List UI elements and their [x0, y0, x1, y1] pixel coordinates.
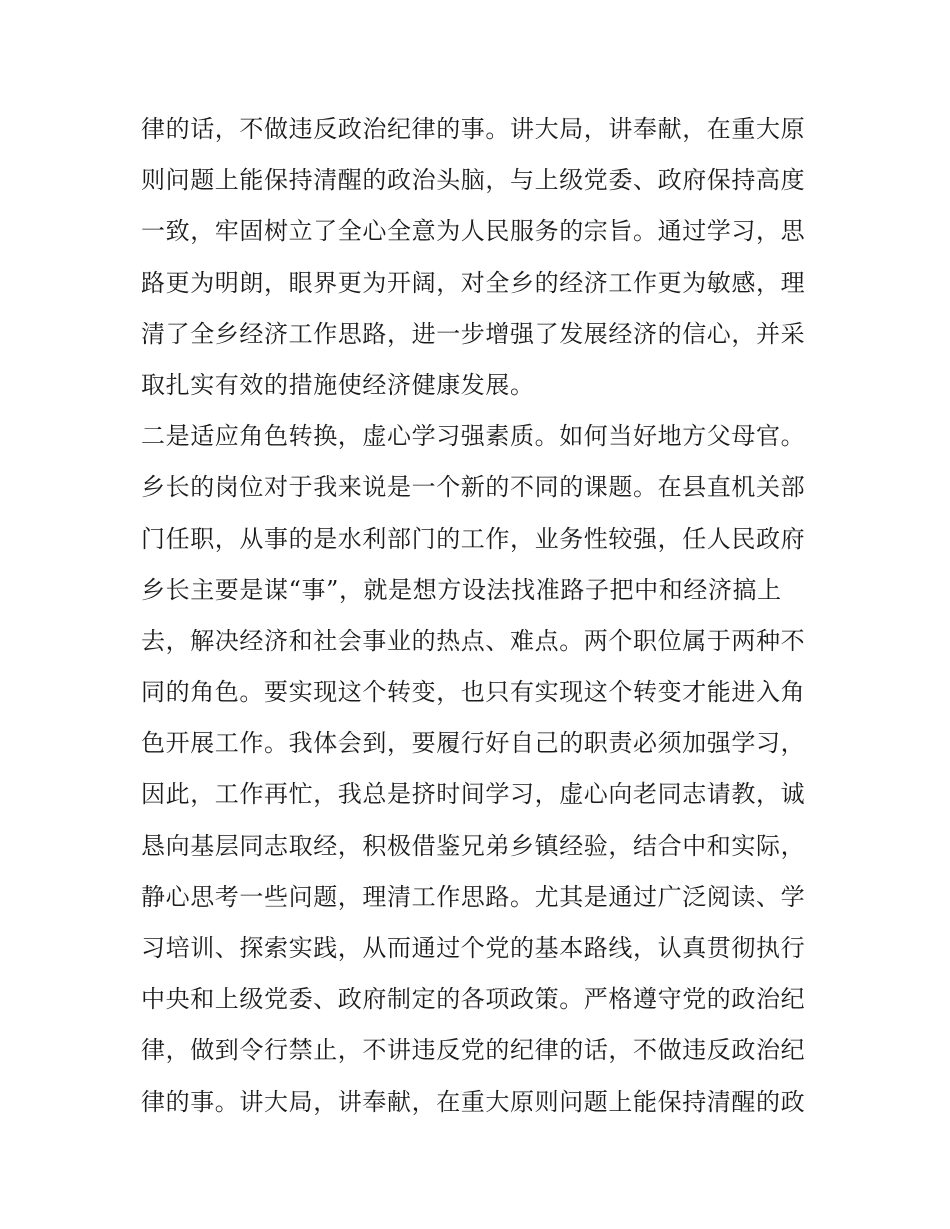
text-line: 同的角色。要实现这个转变，也只有实现这个转变才能进入角 [141, 678, 806, 707]
text-line: 习培训、探索实践，从而通过个党的基本路线，认真贯彻执行 [141, 934, 806, 962]
text-line: 律的话，不做违反政治纪律的事。讲大局，讲奉献，在重大原 [141, 115, 806, 143]
text-line: 清了全乡经济工作思路，进一步增强了发展经济的信心，并采 [141, 319, 806, 348]
text-line: 乡长主要是谋“事”，就是想方设法找准路子把中和经济搞上 [141, 575, 782, 604]
text-line: 去，解决经济和社会事业的热点、难点。两个职位属于两种不 [141, 626, 806, 655]
text-line: 因此，工作再忙，我总是挤时间学习，虚心向老同志请教，诚 [141, 780, 806, 809]
text-line: 中央和上级党委、政府制定的各项政策。严格遵守党的政治纪 [141, 985, 806, 1014]
text-line: 静心思考一些问题，理清工作思路。尤其是通过广泛阅读、学 [141, 882, 806, 911]
text-line: 一致，牢固树立了全心全意为人民服务的宗旨。通过学习，思 [141, 217, 806, 246]
text-line: 乡长的岗位对于我来说是一个新的不同的课题。在县直机关部 [141, 473, 806, 502]
text-line: 取扎实有效的措施使经济健康发展。 [141, 370, 535, 399]
text-line: 门任职，从事的是水利部门的工作，业务性较强，任人民政府 [141, 524, 806, 553]
text-line: 路更为明朗，眼界更为开阔，对全乡的经济工作更为敏感，理 [141, 268, 806, 297]
text-line: 则问题上能保持清醒的政治头脑，与上级党委、政府保持高度 [141, 166, 806, 195]
text-line: 色开展工作。我体会到，要履行好自己的职责必须加强学习， [141, 729, 806, 758]
text-line: 二是适应角色转换，虚心学习强素质。如何当好地方父母官。 [141, 422, 806, 451]
body-text [141, 104, 821, 1128]
text-line: 律，做到令行禁止，不讲违反党的纪律的话，不做违反政治纪 [141, 1036, 806, 1065]
text-line: 恳向基层同志取经，积极借鉴兄弟乡镇经验，结合中和实际， [141, 831, 806, 860]
text-line: 律的事。讲大局，讲奉献，在重大原则问题上能保持清醒的政 [141, 1087, 806, 1116]
